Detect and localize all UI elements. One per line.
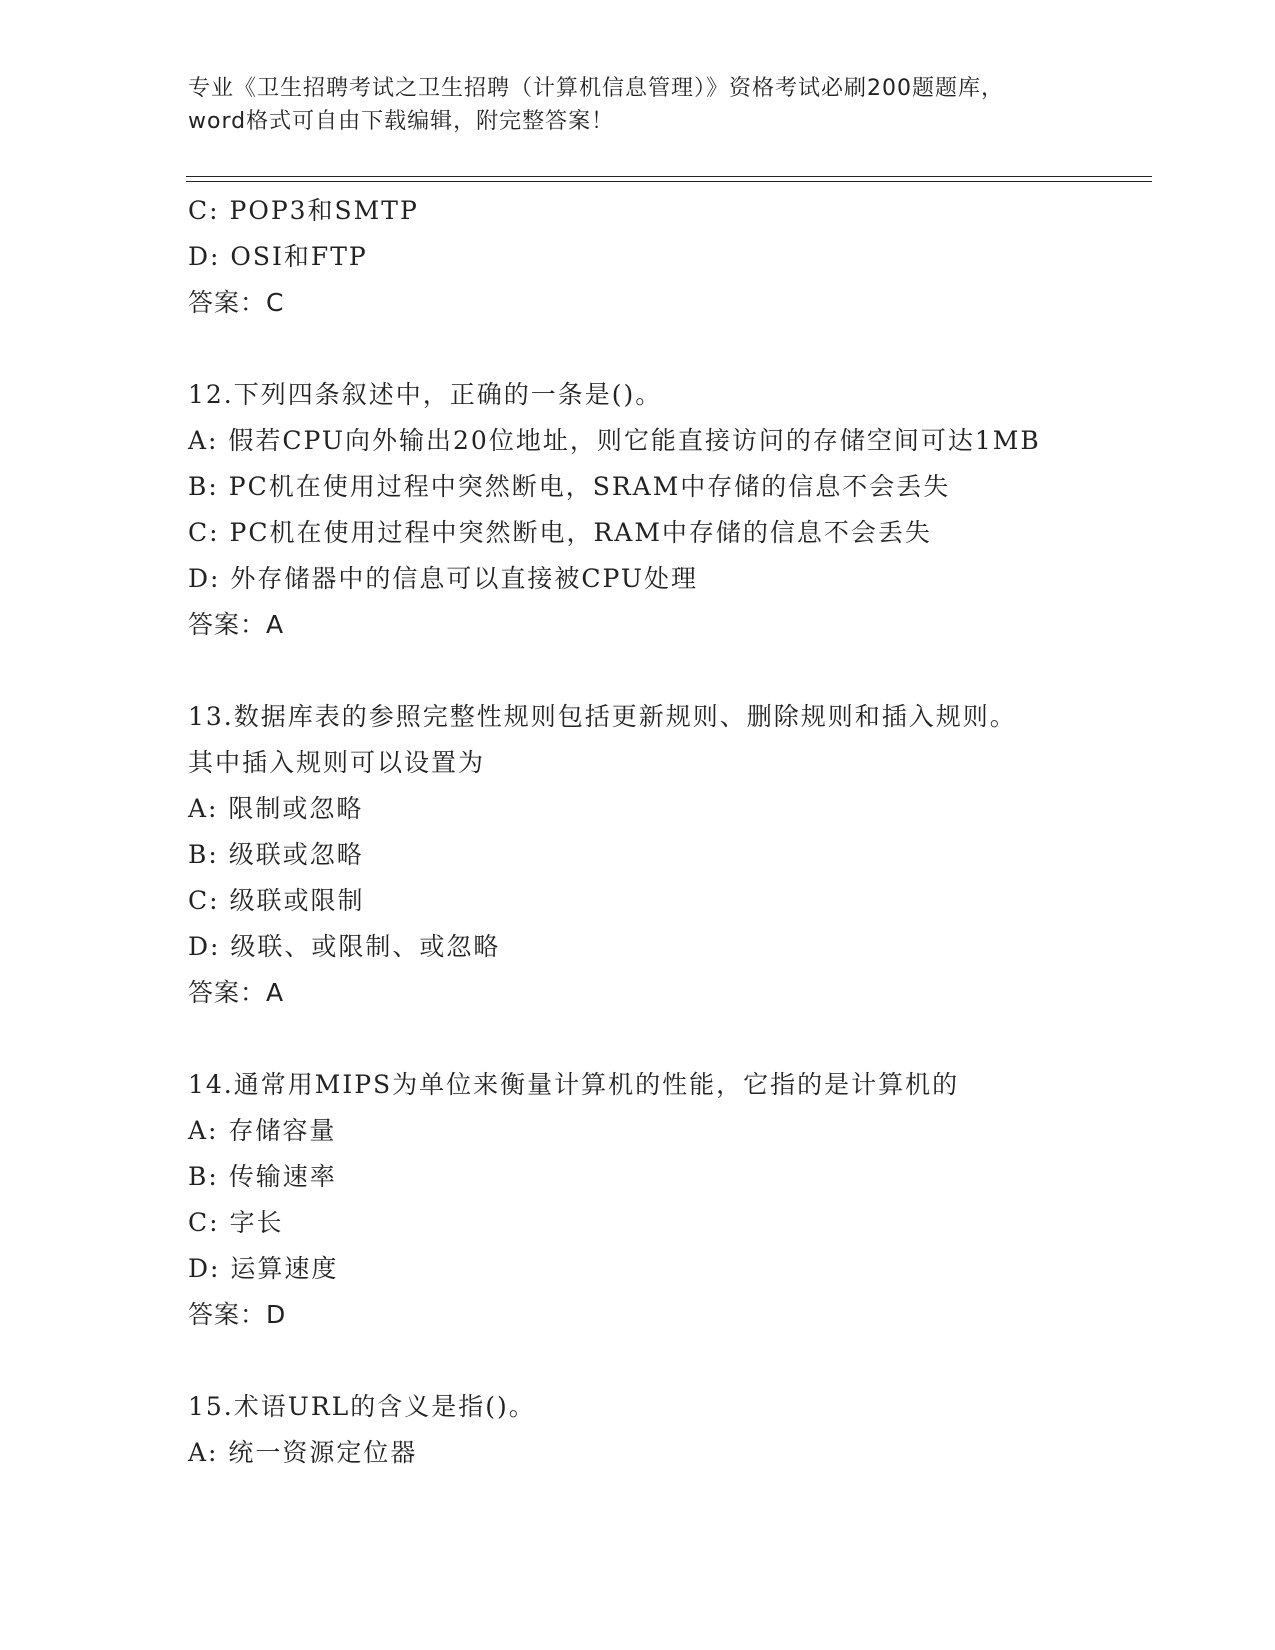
document-header: [188, 72, 1088, 138]
question-stem-line-2: 其中插入规则可以设置为: [188, 748, 486, 777]
option-c: C: 级联或限制: [188, 886, 365, 915]
option-a: A: 存储容量: [188, 1116, 337, 1145]
spacer: [188, 326, 1148, 372]
header-divider-bottom: [186, 181, 1152, 182]
option-c: C: POP3和SMTP: [188, 196, 419, 225]
option-d: D: 级联、或限制、或忽略: [188, 932, 501, 961]
question-stem-line-1: 13.数据库表的参照完整性规则包括更新规则、删除规则和插入规则。: [188, 702, 1017, 731]
option-b: B: PC机在使用过程中突然断电，SRAM中存储的信息不会丢失: [188, 472, 951, 501]
answer: 答案：A: [188, 978, 285, 1007]
option-b: B: 传输速率: [188, 1162, 337, 1191]
option-c: C: PC机在使用过程中突然断电，RAM中存储的信息不会丢失: [188, 518, 932, 547]
question-stem: 12.下列四条叙述中，正确的一条是()。: [188, 380, 663, 409]
option-a: A: 假若CPU向外输出20位地址，则它能直接访问的存储空间可达1MB: [188, 426, 1041, 455]
header-divider-top: [186, 176, 1152, 177]
answer: 答案：A: [188, 610, 285, 639]
option-b: B: 级联或忽略: [188, 840, 364, 869]
question-stem: 15.术语URL的含义是指()。: [188, 1392, 536, 1421]
question-stem: 14.通常用MIPS为单位来衡量计算机的性能，它指的是计算机的: [188, 1070, 960, 1099]
option-c: C: 字长: [188, 1208, 284, 1237]
spacer: [188, 1016, 1148, 1062]
question-14: [188, 1062, 1148, 1338]
question-11-tail: [188, 188, 1148, 326]
question-content: [188, 188, 1148, 1476]
header-line-1: 专业《卫生招聘考试之卫生招聘（计算机信息管理）》资格考试必刷200题题库，: [188, 76, 1004, 101]
spacer: [188, 1338, 1148, 1384]
option-d: D: 运算速度: [188, 1254, 339, 1283]
answer: 答案：C: [188, 288, 285, 317]
option-d: D: OSI和FTP: [188, 242, 368, 271]
header-line-2: word格式可自由下载编辑，附完整答案！: [188, 109, 615, 134]
question-13: [188, 694, 1148, 1016]
answer: 答案：D: [188, 1300, 287, 1329]
question-15: [188, 1384, 1148, 1476]
option-a: A: 限制或忽略: [188, 794, 364, 823]
option-a: A: 统一资源定位器: [188, 1438, 418, 1467]
option-d: D: 外存储器中的信息可以直接被CPU处理: [188, 564, 698, 593]
question-12: [188, 372, 1148, 648]
spacer: [188, 648, 1148, 694]
